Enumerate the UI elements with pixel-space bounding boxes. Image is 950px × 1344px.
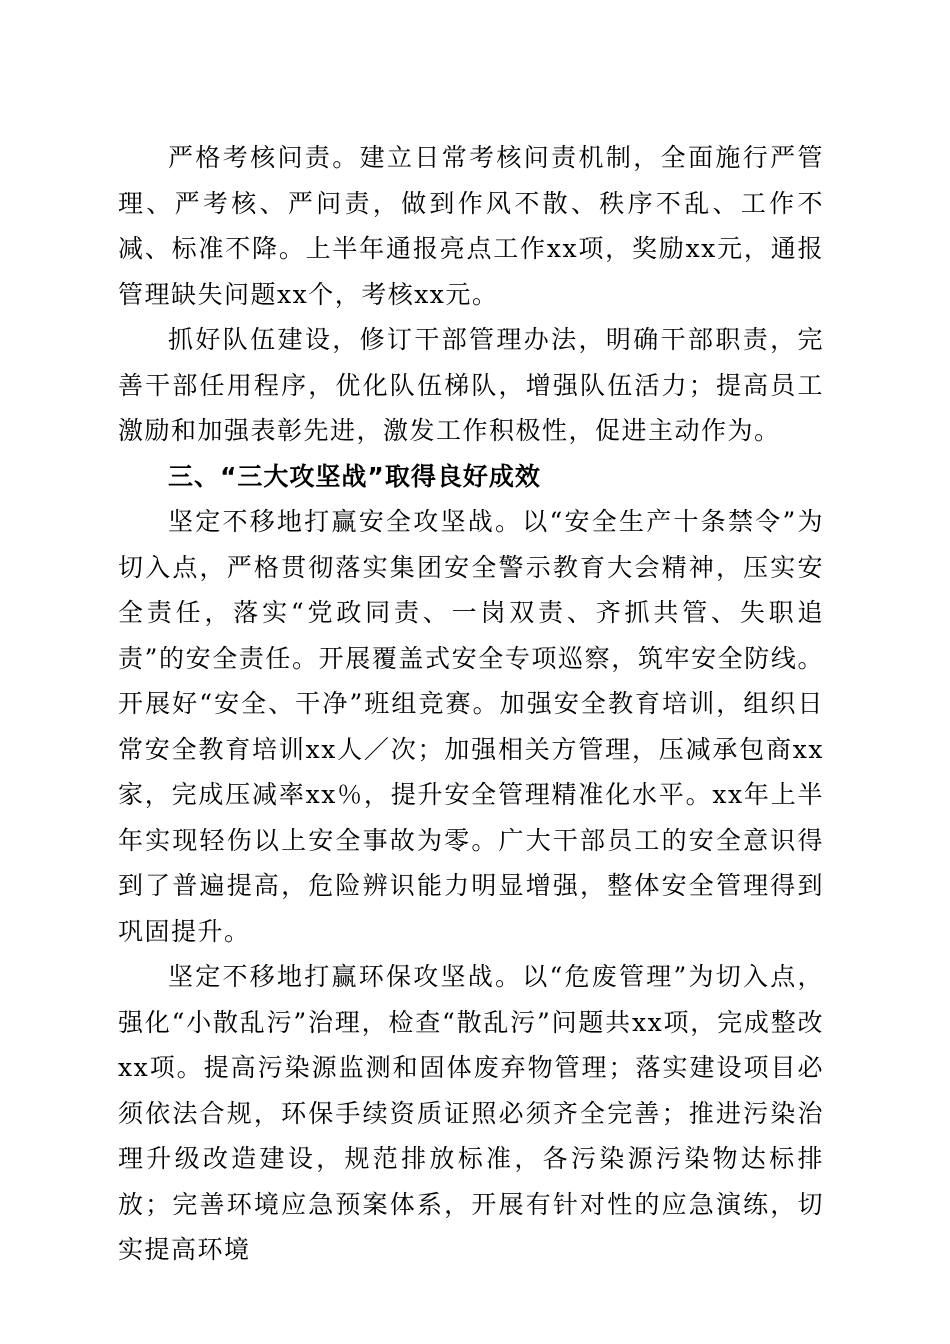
paragraph-environment-battle: 坚定不移地打赢环保攻坚战。以“危废管理”为切入点，强化“小散乱污”治理，检查“散乱污”问题共xx项，完成整改xx项。提高污染源监测和固体废弃物管理；落实建设项目必须依法合规，环保手续资质证照必须齐全完善；推进污染治理升级改造建设，规范排放标准，各污染源污染物达标排放；完善环境应急预案体系，开展有针对性的应急演练，切实提高环境: [118, 962, 824, 1264]
paragraph-team-building: 抓好队伍建设，修订干部管理办法，明确干部职责，完善干部任用程序，优化队伍梯队，增强队伍活力；提高员工激励和加强表彰先进，激发工作积极性，促进主动作为。: [118, 325, 824, 445]
paragraph-assessment-accountability: 严格考核问责。建立日常考核问责机制，全面施行严管理、严考核、严问责，做到作风不散、秩序不乱、工作不减、标准不降。上半年通报亮点工作xx项，奖励xx元，通报管理缺失问题xx个，考核xx元。: [118, 143, 824, 309]
section-heading: 三、“三大攻坚战”取得良好成效: [168, 461, 541, 491]
paragraph-safety-battle: 坚定不移地打赢安全攻坚战。以“安全生产十条禁令”为切入点，严格贯彻落实集团安全警示教育大会精神，压实安全责任，落实“党政同责、一岗双责、齐抓共管、失职追责”的安全责任。开展覆盖式安全专项巡察，筑牢安全防线。开展好“安全、干净”班组竞赛。加强安全教育培训，组织日常安全教育培训xx人／次；加强相关方管理，压减承包商xx家，完成压减率xx％，提升安全管理精准化水平。xx年上半年实现轻伤以上安全事故为零。广大干部员工的安全意识得到了普遍提高，危险辨识能力明显增强，整体安全管理得到巩固提升。: [118, 507, 824, 946]
document-page: [118, 135, 824, 1273]
